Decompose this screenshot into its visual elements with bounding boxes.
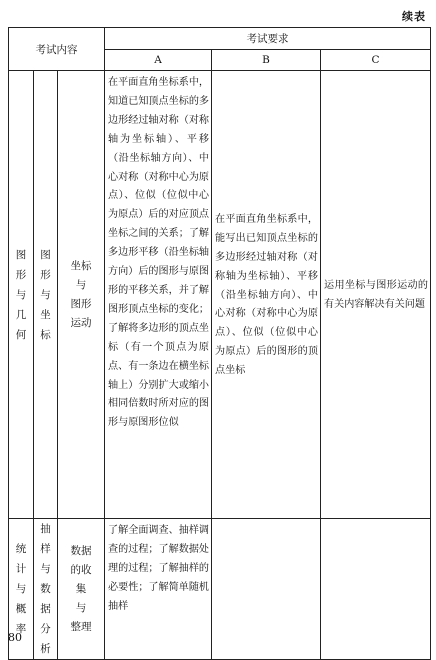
page-number: 80 [8, 631, 22, 644]
requirement-a-cell: 了解全面调查、抽样调查的过程；了解数据处理的过程；了解抽样的必要性；了解简单随机抽样 [105, 519, 212, 660]
header-col-c: C [321, 50, 431, 71]
topic-label: 数据 的收 集 与 整理 [70, 544, 92, 633]
topic-cell [58, 71, 105, 519]
requirement-c-cell [321, 519, 431, 660]
table-row [9, 71, 431, 519]
header-content: 考试内容 [9, 28, 105, 71]
requirement-c-cell: 运用坐标与图形运动的有关内容解决有关问题 [321, 71, 431, 519]
table-row [9, 519, 431, 660]
domain-label: 统 计 与 概 率 [15, 543, 27, 635]
sub-cell [34, 71, 58, 519]
header-row-1 [9, 28, 431, 50]
requirement-b-cell [212, 519, 321, 660]
domain-label: 图 形 与 几 何 [15, 248, 27, 341]
header-col-b: B [212, 50, 321, 71]
header-requirements: 考试要求 [105, 28, 431, 50]
topic-cell [58, 519, 105, 660]
requirement-b-cell: 在平面直角坐标系中，能写出已知顶点坐标的多边形经过轴对称（对称轴为坐标轴）、平移（沿坐标轴方向）、中心对称（对称中心为原点）、位似（位似中心为原点）后的图形的顶点坐标 [212, 71, 321, 519]
requirement-a-cell: 在平面直角坐标系中，知道已知顶点坐标的多边形经过轴对称（对称轴为坐标轴）、平移（沿坐标轴方向）、中心对称（对称中心为原点）、位似（位似中心为原点）后的对应顶点坐标之间的关系；了解多边形平移（沿坐标轴方向）后的图形与原图形的平移关系，并了解图形顶点坐标的变化；了解将多边形的顶点坐标（有一个顶点为原点、有一条边在横坐标轴上）分别扩大或缩小相同倍数时所对应的图形与原图形位似 [105, 71, 212, 519]
exam-requirements-table [8, 27, 431, 660]
topic-label: 坐标 与 图形 运动 [70, 259, 92, 329]
sub-cell [34, 519, 58, 660]
domain-cell [9, 71, 34, 519]
continued-label: 续表 [402, 10, 426, 23]
sub-label: 图 形 与 坐 标 [40, 248, 51, 341]
header-col-a: A [105, 50, 212, 71]
sub-label: 抽 样 与 数 据 分 析 [40, 523, 51, 655]
